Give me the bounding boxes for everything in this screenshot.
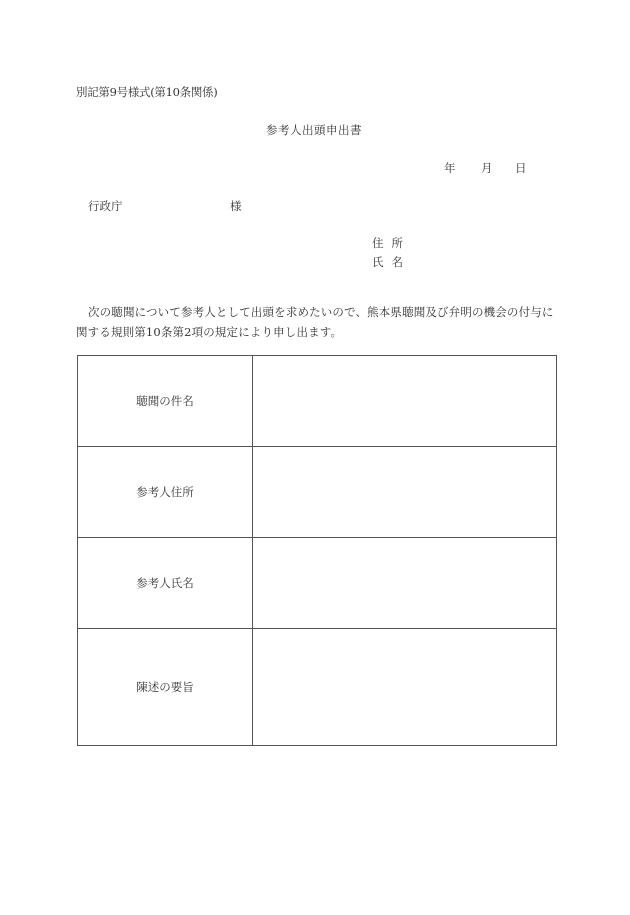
- document-title: 参考人出頭申出書: [266, 123, 362, 137]
- date-month-label: 月: [481, 161, 493, 175]
- statement-summary-field[interactable]: [253, 629, 556, 745]
- date-year-label: 年: [444, 161, 456, 175]
- request-details-table: [77, 355, 557, 746]
- hearing-subject-label: 聴聞の件名: [78, 356, 253, 447]
- witness-name-cell[interactable]: [253, 538, 557, 629]
- statement-summary-cell[interactable]: [253, 629, 557, 746]
- witness-address-cell[interactable]: [253, 447, 557, 538]
- table-row-witness-name: [78, 538, 557, 629]
- witness-address-label: 参考人住所: [78, 447, 253, 538]
- addressee-honorific: 様: [230, 199, 242, 213]
- addressee-name: 行政庁: [88, 199, 123, 213]
- applicant-address-label: 住所: [372, 236, 411, 250]
- applicant-name-label: 氏名: [372, 255, 411, 269]
- witness-address-field[interactable]: [253, 447, 556, 537]
- request-statement: 次の聴聞について参考人として出頭を求めたいので、熊本県聴聞及び弁明の機会の付与に関する規則第10条第2項の規定により申し出ます。: [76, 305, 554, 339]
- hearing-subject-field[interactable]: [253, 356, 556, 446]
- witness-name-field[interactable]: [253, 538, 556, 628]
- table-row-witness-address: [78, 447, 557, 538]
- date-day-label: 日: [515, 161, 527, 175]
- statement-summary-label: 陳述の要旨: [78, 629, 253, 746]
- witness-name-label: 参考人氏名: [78, 538, 253, 629]
- table-row-statement-summary: [78, 629, 557, 746]
- hearing-subject-cell[interactable]: [253, 356, 557, 447]
- table-row-hearing-subject: [78, 356, 557, 447]
- form-number-label: 別記第9号様式(第10条関係): [76, 85, 218, 99]
